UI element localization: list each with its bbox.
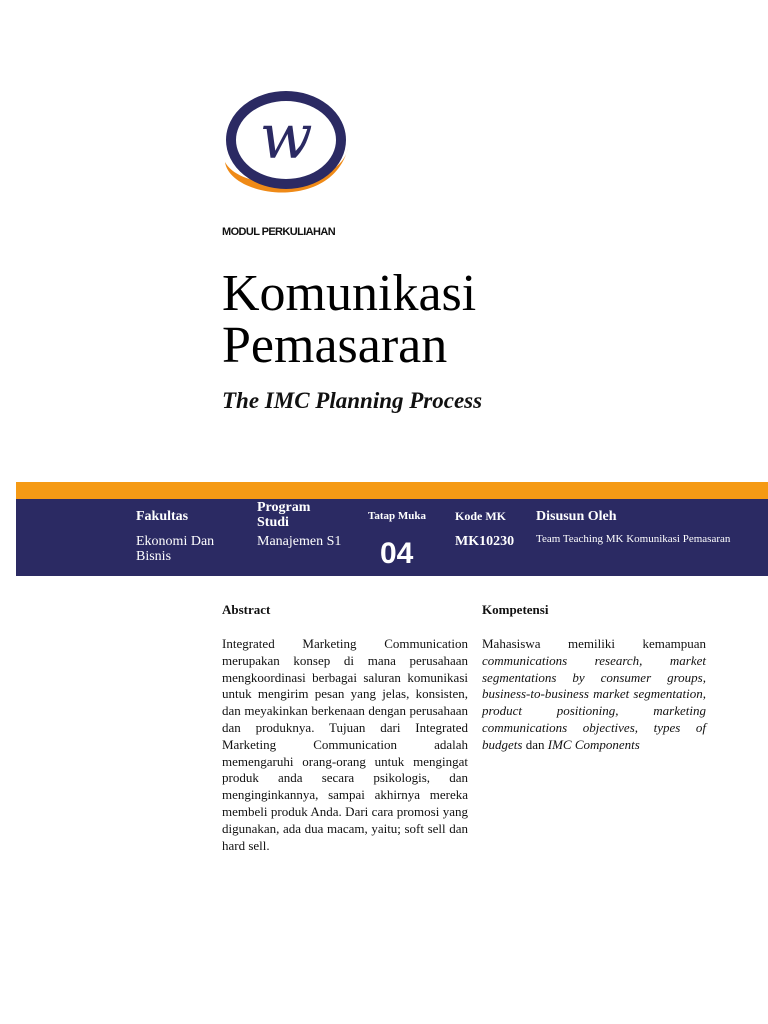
course-code-value: MK10230 bbox=[455, 534, 515, 549]
faculty-value-line1: Ekonomi Dan bbox=[136, 534, 215, 549]
w-logo-icon bbox=[222, 90, 352, 205]
meeting-number: 04 bbox=[380, 537, 414, 570]
course-code-label: Kode MK bbox=[455, 509, 506, 523]
module-label: MODUL PERKULIAHAN bbox=[222, 226, 336, 238]
course-title bbox=[222, 265, 477, 374]
program-label-line1: Program bbox=[257, 500, 311, 515]
faculty-value bbox=[136, 534, 214, 564]
program-label-line2: Studi bbox=[257, 515, 289, 530]
logo-letter: w bbox=[259, 100, 313, 173]
author-label: Disusun Oleh bbox=[536, 509, 617, 524]
competency-topics-end: IMC Components bbox=[547, 736, 640, 752]
info-band bbox=[16, 499, 768, 576]
author-value: Team Teaching MK Komunikasi Pemasaran bbox=[536, 533, 731, 545]
course-title-line2: Pemasaran bbox=[222, 317, 448, 374]
course-title-line1: Komunikasi bbox=[222, 265, 477, 322]
course-subtitle: The IMC Planning Process bbox=[222, 388, 483, 413]
program-label bbox=[257, 500, 310, 530]
competency-intro: Mahasiswa memiliki kemampuan bbox=[482, 636, 706, 651]
faculty-value-line2: Bisnis bbox=[136, 549, 172, 564]
abstract-text: Integrated Marketing Communication merupakan konsep di mana perusahaan mengkoordinasi berbagai saluran komunikasi untuk mengirim pesan yang jelas, konsisten, dan meyakinkan berkenaan dengan perusahaan dan produknya. Tujuan dari Integrated Marketing Communication adalah memengaruhi orang-orang untuk mengingat produk anda secara psikologis, dan menginginkannya, sampai akhirnya mereka membeli produk Anda. Dari cara promosi yang digunakan, ada dua macam, yaitu; soft sell dan hard sell. bbox=[222, 636, 468, 853]
meeting-label: Tatap Muka bbox=[368, 510, 426, 522]
faculty-label: Fakultas bbox=[136, 509, 189, 524]
competency-text bbox=[482, 636, 706, 754]
orange-stripe bbox=[16, 482, 768, 499]
competency-connector: dan bbox=[525, 736, 545, 752]
competency-heading: Kompetensi bbox=[482, 602, 549, 617]
program-value: Manajemen S1 bbox=[257, 534, 342, 549]
competency-topics: communications research, market segmentations by consumer groups, business-to-business market segmentation, product positioning, marketing communications objectives, types of budgets bbox=[482, 652, 706, 752]
abstract-heading: Abstract bbox=[222, 602, 271, 617]
